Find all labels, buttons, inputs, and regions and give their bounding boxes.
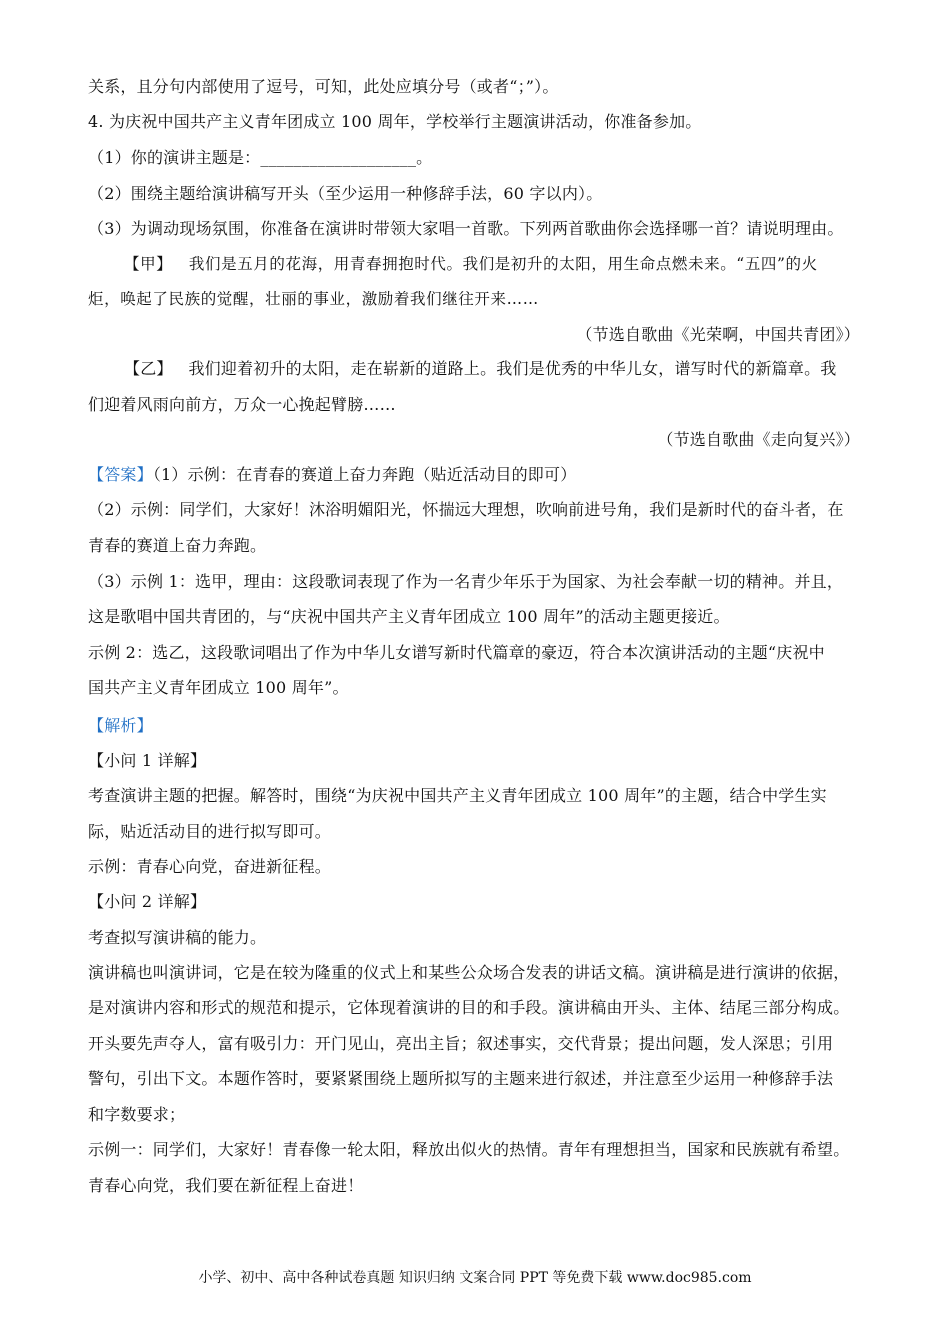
question-4-part-3: （3）为调动现场氛围，你准备在演讲时带领大家唱一首歌。下列两首歌曲你会选择哪一首？请说明理由。 (88, 219, 844, 238)
song-b-line-1 (124, 358, 868, 380)
song-b-line-2: 们迎着风雨向前方，万众一心挽起臂膀…… (88, 395, 396, 414)
answer-line-7: 国共产主义青年团成立 100 周年”。 (88, 678, 349, 697)
answer-line-1 (88, 464, 868, 486)
song-a-text: 我们是五月的花海，用青春拥抱时代。我们是初升的太阳，用生命点燃未来。“五四”的火 (188, 255, 818, 273)
song-b-source: （节选自歌曲《走向复兴》） (657, 430, 860, 449)
answer-line-3: 青春的赛道上奋力奔跑。 (88, 536, 267, 555)
label-yi: 【乙】 (124, 359, 173, 378)
song-a-line-2: 炬，唤起了民族的觉醒，壮丽的事业，激励着我们继往开来…… (88, 290, 539, 308)
song-b-text: 我们迎着初升的太阳，走在崭新的道路上。我们是优秀的中华儿女，谱写时代的新篇章。我 (188, 359, 837, 378)
analysis-text: 警句，引出下文。本题作答时，要紧紧围绕上题所拟写的主题来进行叙述，并注意至少运用一种修辞手法 (88, 1069, 834, 1088)
answer-text: （1）示例：在青春的赛道上奋力奔跑（贴近活动目的即可） (152, 465, 577, 484)
analysis-text: 考查拟写演讲稿的能力。 (88, 928, 267, 947)
analysis-text: 和字数要求； (88, 1105, 186, 1124)
analysis-text: 是对演讲内容和形式的规范和提示，它体现着演讲的目的和手段。演讲稿由开头、主体、结尾三部分构成。 (88, 998, 850, 1017)
question-4-part-1: （1）你的演讲主题是：___________________。 (88, 148, 433, 167)
analysis-text: 示例：青春心向党，奋进新征程。 (88, 857, 332, 876)
answer-line-6: 示例 2：选乙，这段歌词唱出了作为中华儿女谱写新时代篇章的豪迈，符合本次演讲活动的主题“庆祝中 (88, 643, 825, 662)
analysis-text: 际，贴近活动目的进行拟写即可。 (88, 822, 332, 841)
answer-label: 【答案】 (88, 465, 153, 484)
analysis-text: 示例一：同学们，大家好！青春像一轮太阳，释放出似火的热情。青年有理想担当，国家和民族就有希望。 (88, 1140, 850, 1159)
analysis-text: 青春心向党，我们要在新征程上奋进！ (88, 1176, 364, 1195)
label-jia: 【甲】 (124, 255, 173, 273)
sub-question-2-heading: 【小问 2 详解】 (88, 892, 207, 911)
sub-question-1-heading: 【小问 1 详解】 (88, 751, 207, 770)
text-line: 关系，且分句内部使用了逗号，可知，此处应填分号（或者“；”）。 (88, 77, 559, 96)
question-4-stem: 4. 为庆祝中国共产主义青年团成立 100 周年，学校举行主题演讲活动，你准备参加。 (88, 112, 702, 131)
song-a-source: （节选自歌曲《光荣啊，中国共青团》） (576, 325, 860, 344)
analysis-text: 演讲稿也叫演讲词，它是在较为隆重的仪式上和某些公众场合发表的讲话文稿。演讲稿是进行演讲的依据， (88, 963, 850, 982)
analysis-text: 考查演讲主题的把握。解答时，围绕“为庆祝中国共产主义青年团成立 100 周年”的主题，结合中学生实 (88, 786, 827, 805)
answer-line-4: （3）示例 1：选甲，理由：这段歌词表现了作为一名青少年乐于为国家、为社会奉献一切的精神。并且， (88, 572, 844, 591)
analysis-label: 【解析】 (88, 716, 153, 735)
question-4-part-2: （2）围绕主题给演讲稿写开头（至少运用一种修辞手法，60 字以内）。 (88, 184, 603, 203)
song-a-line-1 (124, 253, 904, 275)
answer-line-5: 这是歌唱中国共青团的，与“庆祝中国共产主义青年团成立 100 周年”的活动主题更接近。 (88, 607, 730, 626)
page-footer: 小学、初中、高中各种试卷真题 知识归纳 文案合同 PPT 等免费下载 www.doc985.com (198, 1270, 752, 1286)
analysis-text: 开头要先声夺人，富有吸引力：开门见山，亮出主旨；叙述事实，交代背景；提出问题，发人深思；引用 (88, 1034, 834, 1053)
answer-line-2: （2）示例：同学们，大家好！沐浴明媚阳光，怀揣远大理想，吹响前进号角，我们是新时代的奋斗者，在 (88, 500, 844, 519)
